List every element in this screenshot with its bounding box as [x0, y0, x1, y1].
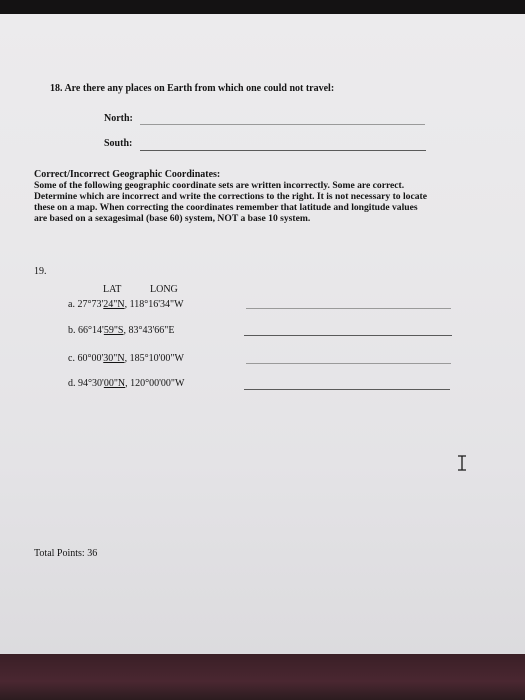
lat-header: LAT: [103, 284, 122, 295]
coordinate-item-a: [68, 299, 184, 310]
latitude-seconds: 59"S: [103, 325, 124, 336]
answer-line-b[interactable]: [244, 335, 452, 336]
instructions-line-1: Some of the following geographic coordinate sets are written incorrectly. Some are correct.: [34, 180, 405, 191]
section-heading: Correct/Incorrect Geographic Coordinates:: [34, 169, 221, 180]
latitude-value: 94°30': [78, 378, 104, 389]
text-cursor-icon: [457, 455, 467, 471]
south-answer-line[interactable]: [140, 150, 426, 151]
long-header: LONG: [150, 284, 178, 295]
question-18: 18. Are there any places on Earth from which one could not travel:: [50, 83, 335, 94]
bottom-bezel: [0, 654, 525, 700]
answer-line-a[interactable]: [246, 308, 451, 309]
item-letter: c.: [68, 353, 75, 364]
north-label: North:: [104, 113, 133, 124]
worksheet-page: [0, 14, 525, 654]
longitude-value: , 120°00'00"W: [125, 378, 185, 389]
longitude-value: , 185°10'00"W: [124, 353, 184, 364]
instructions-line-4: are based on a sexagesimal (base 60) system, NOT a base 10 system.: [34, 213, 311, 224]
answer-line-d[interactable]: [244, 389, 450, 390]
latitude-seconds: 30"N: [103, 353, 125, 364]
item-letter: d.: [68, 378, 76, 389]
latitude-seconds: 24"N: [103, 299, 125, 310]
total-points: Total Points: 36: [34, 548, 98, 559]
item-letter: a.: [68, 299, 75, 310]
instructions-line-2: Determine which are incorrect and write the corrections to the right. It is not necessary to locate: [34, 191, 427, 202]
instructions-line-3: these on a map. When correcting the coordinates remember that latitude and longitude values: [34, 202, 418, 213]
coordinate-item-c: [68, 353, 184, 364]
question-19: 19.: [34, 266, 47, 277]
item-letter: b.: [68, 325, 76, 336]
latitude-seconds: 00"N: [103, 378, 126, 389]
longitude-value: , 118°16'34"W: [124, 299, 184, 310]
coordinate-item-b: [68, 325, 174, 336]
latitude-value: 27°73': [77, 299, 104, 310]
south-label: South:: [104, 138, 133, 149]
coordinate-item-d: [68, 378, 184, 389]
longitude-value: , 83°43'66"E: [123, 325, 175, 336]
latitude-value: 66°14': [78, 325, 104, 336]
north-answer-line[interactable]: [140, 124, 425, 125]
latitude-value: 60°00': [77, 353, 104, 364]
top-bezel: [0, 0, 525, 14]
answer-line-c[interactable]: [246, 363, 451, 364]
